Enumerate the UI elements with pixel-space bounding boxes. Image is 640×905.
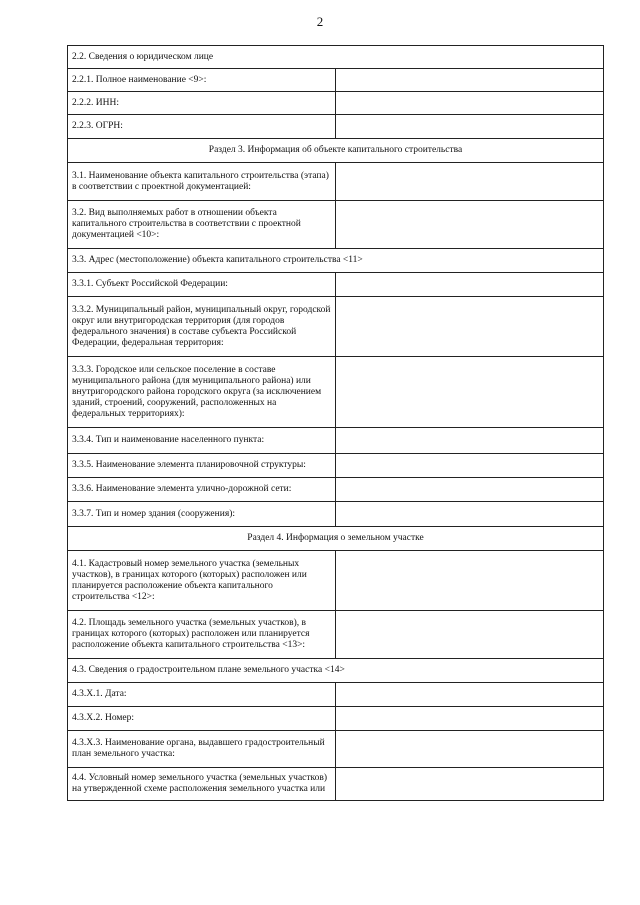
field-value-cell[interactable]: [336, 69, 604, 92]
field-label: 3.2. Вид выполняемых работ в отношении объекта капитального строительства в соответствии с проектной документацией <10>:: [68, 201, 336, 249]
field-value-cell[interactable]: [336, 551, 604, 611]
field-label: 2.2.1. Полное наименование <9>:: [68, 69, 336, 92]
section-heading: Раздел 3. Информация об объекте капитального строительства: [68, 139, 604, 163]
field-value-cell[interactable]: [336, 502, 604, 527]
field-label: 4.3.Х.1. Дата:: [68, 683, 336, 707]
form-row: [68, 707, 604, 731]
field-value-cell[interactable]: [336, 428, 604, 454]
field-label: 3.3.3. Городское или сельское поселение в составе муниципального района (для муниципального района) или внутригородского района городского округа (за исключением зданий, строений, сооружений, расположенных на федеральных территориях):: [68, 357, 336, 428]
form-row: [68, 428, 604, 454]
field-label: 4.4. Условный номер земельного участка (земельных участков) на утвержденной схеме расположения земельного участка или: [68, 768, 336, 801]
group-heading: 3.3. Адрес (местоположение) объекта капитального строительства <11>: [68, 249, 604, 273]
section-heading: Раздел 4. Информация о земельном участке: [68, 527, 604, 551]
field-value-cell[interactable]: [336, 273, 604, 297]
field-value-cell[interactable]: [336, 297, 604, 357]
form-row: [68, 731, 604, 768]
form-row: [68, 357, 604, 428]
field-value-cell[interactable]: [336, 115, 604, 139]
field-value-cell[interactable]: [336, 201, 604, 249]
field-label: 4.3.Х.2. Номер:: [68, 707, 336, 731]
field-value-cell[interactable]: [336, 92, 604, 115]
form-table-body: [68, 46, 604, 801]
form-row: [68, 454, 604, 478]
field-value-cell[interactable]: [336, 357, 604, 428]
field-label: 4.1. Кадастровый номер земельного участка (земельных участков), в границах которого (которых) расположен или планируется расположение объекта капитального строительства <12>:: [68, 551, 336, 611]
field-label: 4.2. Площадь земельного участка (земельных участков), в границах которого (которых) расположен или планируется расположение объекта капитального строительства <13>:: [68, 611, 336, 659]
field-value-cell[interactable]: [336, 454, 604, 478]
form-row: [68, 768, 604, 801]
field-value-cell[interactable]: [336, 707, 604, 731]
field-label: 3.3.4. Тип и наименование населенного пункта:: [68, 428, 336, 454]
field-label: 2.2.2. ИНН:: [68, 92, 336, 115]
field-label: 3.3.2. Муниципальный район, муниципальный округ, городской округ или внутригородская территория (для городов федерального значения) в составе субъекта Российской Федерации, федеральная территория:: [68, 297, 336, 357]
field-label: 3.3.6. Наименование элемента улично-дорожной сети:: [68, 478, 336, 502]
field-label: 3.3.7. Тип и номер здания (сооружения):: [68, 502, 336, 527]
form-row: [68, 46, 604, 69]
form-row: [68, 69, 604, 92]
field-label: 3.3.5. Наименование элемента планировочной структуры:: [68, 454, 336, 478]
form-row: [68, 478, 604, 502]
page-number: 2: [316, 14, 324, 29]
form-row: [68, 273, 604, 297]
group-heading: 4.3. Сведения о градостроительном плане земельного участка <14>: [68, 659, 604, 683]
form-row: [68, 139, 604, 163]
form-table: [67, 45, 604, 801]
form-row: [68, 201, 604, 249]
field-value-cell[interactable]: [336, 683, 604, 707]
form-row: [68, 163, 604, 201]
form-row: [68, 551, 604, 611]
form-row: [68, 683, 604, 707]
field-label: 4.3.Х.3. Наименование органа, выдавшего градостроительный план земельного участка:: [68, 731, 336, 768]
form-row: [68, 249, 604, 273]
form-row: [68, 611, 604, 659]
form-row: [68, 527, 604, 551]
field-label: 3.1. Наименование объекта капитального строительства (этапа) в соответствии с проектной документацией:: [68, 163, 336, 201]
form-row: [68, 115, 604, 139]
form-row: [68, 659, 604, 683]
field-value-cell[interactable]: [336, 768, 604, 801]
field-label: 3.3.1. Субъект Российской Федерации:: [68, 273, 336, 297]
field-label: 2.2.3. ОГРН:: [68, 115, 336, 139]
field-value-cell[interactable]: [336, 731, 604, 768]
field-value-cell[interactable]: [336, 163, 604, 201]
field-value-cell[interactable]: [336, 478, 604, 502]
field-value-cell[interactable]: [336, 611, 604, 659]
form-row: [68, 92, 604, 115]
group-heading: 2.2. Сведения о юридическом лице: [68, 46, 604, 69]
form-row: [68, 502, 604, 527]
form-row: [68, 297, 604, 357]
